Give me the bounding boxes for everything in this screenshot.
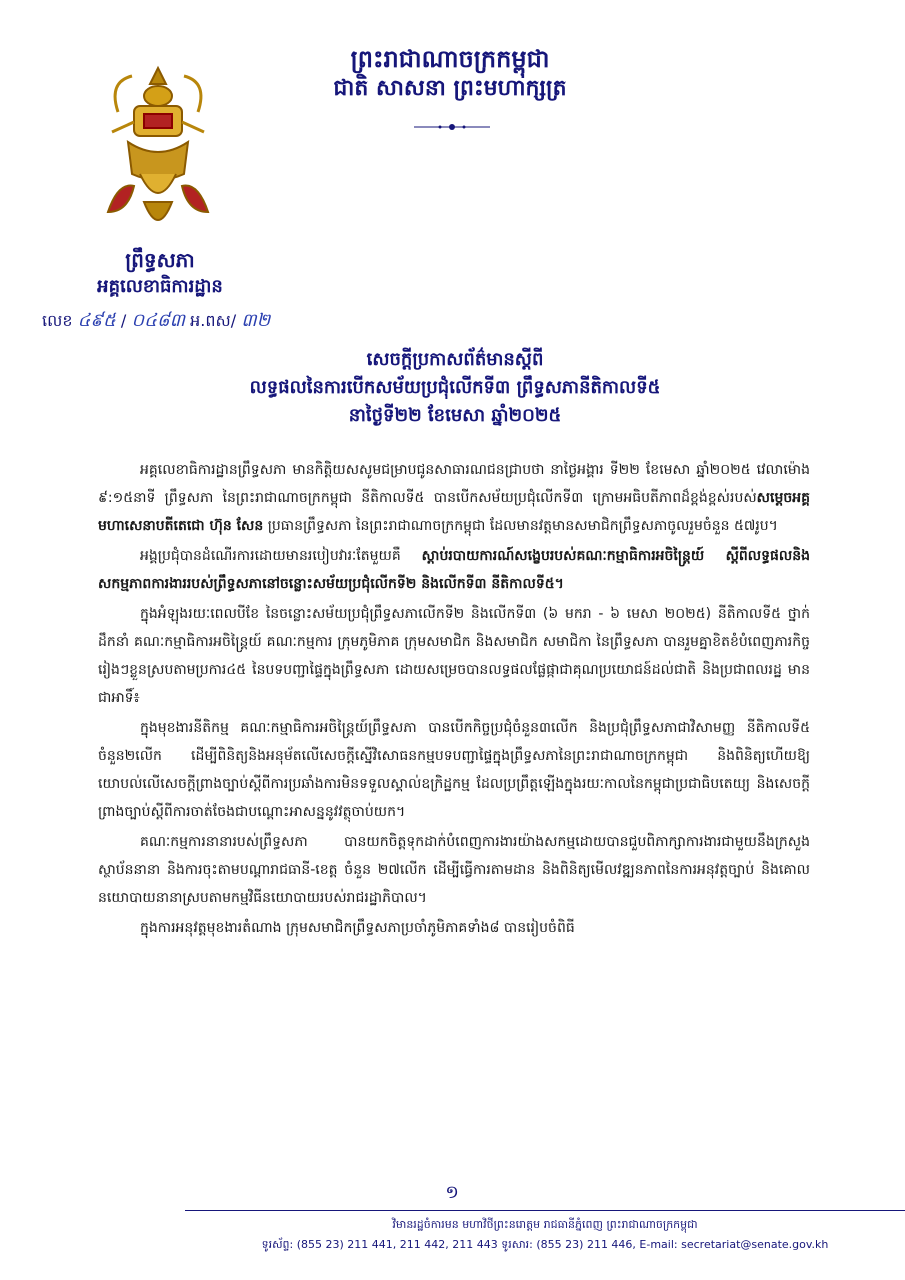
department-name: អគ្គលេខាធិការដ្ឋាន [97,276,223,297]
title-line-3: នាថ្ងៃទី២២ ខែមេសា ឆ្នាំ២០២៥ [348,405,562,426]
p2-bold-agenda: ស្តាប់របាយការណ៍សង្ខេបរបស់គណៈកម្មាធិការអចិន្ត្រៃយ៍ ស្តីពីលទ្ធផលនិងសកម្មភាពការងាររបស់ព្រឹទ្ធសភានៅចន្លោះសម័យប្រជុំលើកទី២ និងលើកទី៣ នីតិកាលទី៥។ [98,548,810,592]
organization-name: ព្រឹទ្ធសភា [125,248,195,272]
page-number: ១ [445,1182,459,1203]
paragraph-6: ក្នុងការអនុវត្តមុខងារតំណាង ក្រុមសមាជិកព្រឹទ្ធសភាប្រចាំភូមិភាគទាំង៨ បានរៀបចំពិធី [140,920,575,936]
kingdom-header [290,44,610,104]
issuing-organization [40,246,280,300]
paragraph-4: ក្នុងមុខងារនីតិកម្ម គណៈកម្មាធិការអចិន្ត្រៃយ៍ព្រឹទ្ធសភា បានបើកកិច្ចប្រជុំចំនួន៣លើក និងប្រជុំព្រឹទ្ធសភាជាវិសាមញ្ញ នីតិកាលទី៥ ចំនួន២លើក ដើម្បីពិនិត្យនិងអនុម័តលើសេចក្តីស្នើវិសោធនកម្មបទបញ្ជាផ្ទៃក្នុងព្រឹទ្ធសភានៃព្រះរាជាណាចក្រកម្ពុជា និងពិនិត្យហើយឱ្យយោបល់លើសេចក្តីព្រាងច្បាប់ស្តីពីការប្រឆាំងការមិនទទួលស្គាល់ឧក្រិដ្ឋកម្ម ដែលប្រព្រឹត្តឡើងក្នុងរយៈកាលនៃកម្ពុជាប្រជាធិបតេយ្យ និងសេចក្តីព្រាងច្បាប់ស្តីពីការចាត់ចែងជាបណ្តោះអាសន្ននូវវត្ថុចាប់យក។ [98,720,810,820]
national-motto: ជាតិ សាសនា ព្រះមហាក្សត្រ [333,76,567,101]
title-line-2: លទ្ធផលនៃការបើកសម័យប្រជុំលើកទី៣ ព្រឹទ្ធសភានីតិកាលទី៥ [249,377,661,398]
reference-prefix: លេខ [42,311,73,330]
reference-number [42,308,270,335]
reference-code: អ.ពស/ [190,311,237,330]
page-footer [185,1210,905,1255]
reference-separator: / [120,311,132,330]
title-line-1: សេចក្តីប្រកាសព័ត៌មានស្តីពី [366,349,544,370]
p1-bold-name: សម្តេចអគ្គមហាសេនាបតីតេជោ ហ៊ុន សែន [98,490,810,534]
paragraph-5: គណៈកម្មការនានារបស់ព្រឹទ្ធសភា បានយកចិត្តទុកដាក់បំពេញការងារយ៉ាងសកម្មដោយបានជួបពិភាក្សាការងារជាមួយនឹងក្រសួង ស្ថាប័ននានា និងការចុះតាមបណ្តារាជធានី-ខេត្ត ចំនួន ២៧លើក ដើម្បីធ្វើការតាមដាន និងពិនិត្យមើលវឌ្ឍនភាពនៃការអនុវត្តច្បាប់ និងគោលនយោបាយនានាស្របតាមកម្មវិធីនយោបាយរបស់រាជរដ្ឋាភិបាល។ [98,834,810,906]
document-title [150,346,760,430]
paragraph-1 [98,456,810,540]
paragraph-3: ក្នុងអំឡុងរយៈពេលបីខែ នៃចន្លោះសម័យប្រជុំព្រឹទ្ធសភាលើកទី២ និងលើកទី៣ (៦ មករា - ៦ មេសា ២០២៥) នីតិកាលទី៥ ថ្នាក់ដឹកនាំ គណៈកម្មាធិការអចិន្ត្រៃយ៍ គណៈកម្មការ ក្រុមភូមិភាគ ក្រុមសមាជិក និងសមាជិក សមាជិកា នៃព្រឹទ្ធសភា បានរួមគ្នាខិតខំបំពេញភារកិច្ចរៀងៗខ្លួនស្របតាមប្រការ៤៥ នៃបទបញ្ជាផ្ទៃក្នុងព្រឹទ្ធសភា ដោយសម្រេចបានលទ្ធផលផ្លែផ្កាជាគុណប្រយោជន៍ដល់ជាតិ និងប្រជាពលរដ្ឋ មានជាអាទិ៍៖ [98,606,810,706]
royal-emblem-icon [88,62,228,242]
p1-text-a: អគ្គលេខាធិការដ្ឋានព្រឹទ្ធសភា មានកិត្តិយសសូមជម្រាបជូនសាធារណជនជ្រាបថា នាថ្ងៃអង្គារ ទី២២ ខែមេសា ឆ្នាំ២០២៥ វេលាម៉ោង ៩:១៥នាទី ព្រឹទ្ធសភា នៃព្រះរាជាណាចក្រកម្ពុជា នីតិកាលទី៥ បានបើកសម័យប្រជុំលើកទី៣ ក្រោមអធិបតីភាពដ៏ខ្ពង់ខ្ពស់របស់ [98,462,810,506]
handwritten-suffix: ៣២ [241,310,271,331]
p2-text-a: អង្គប្រជុំបានដំណើរការដោយមានរបៀបវារៈតែមួយគឺ [140,548,422,564]
footer-address: វិមានរដ្ឋចំការមន មហាវិថីព្រះនរោត្តម រាជធានីភ្នំពេញ ព្រះរាជាណាចក្រកម្ពុជា [392,1218,698,1231]
footer-contact: ទូរស័ព្ទ: (855 23) 211 441, 211 442, 211 443 ទូរសារ: (855 23) 211 446, E-mail: secretariat@senate.gov.kh [261,1238,829,1251]
handwritten-number: ៤៩៥ [77,310,116,331]
handwritten-date: ០៤៨៣ [131,310,185,331]
document-body [98,456,810,944]
p1-text-b: ប្រធានព្រឹទ្ធសភា នៃព្រះរាជាណាចក្រកម្ពុជា ដែលមានវត្តមានសមាជិកព្រឹទ្ធសភាចូលរួមចំនួន ៥៧រូប។ [263,518,778,534]
kingdom-name: ព្រះរាជាណាចក្រកម្ពុជា [350,45,550,73]
divider-ornament-icon [412,122,492,132]
paragraph-2 [98,542,810,598]
